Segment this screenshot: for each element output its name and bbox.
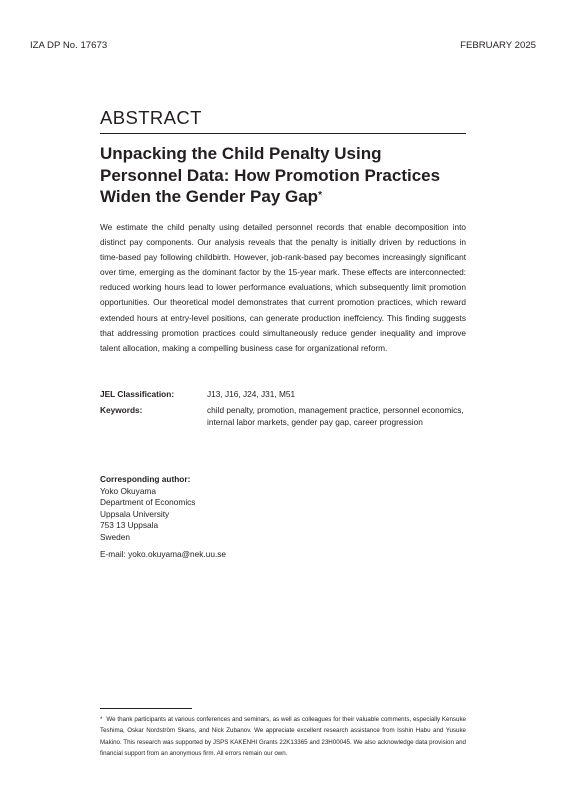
author-name: Yoko Okuyama [100,485,156,496]
jel-value: J13, J16, J24, J31, M51 [207,389,296,399]
author-country: Sweden [100,531,130,542]
series-number: IZA DP No. 17673 [30,40,108,51]
abstract-heading: ABSTRACT [100,107,202,128]
footnote-text: We thank participants at various conferences and seminars, as well as colleagues for their valuable comments, especially Kensuke Teshima, Oskar Nordström Skans, and Nick Zubanov. We appreciate excellent research assistance from Isshin Habu and Yusuke Makino. This research was supported by JSPS KAKENHI Grants 22K13365 and 23H00045. We also acknowledge data provision and financial support from an anonymous firm. All errors remain our own. [100,716,466,758]
author-university: Uppsala University [100,508,170,519]
footnote [100,714,466,760]
title-line-2: Personnel Data: How Promotion Practices [100,165,441,185]
page-header [30,40,536,54]
paper-title [100,143,480,208]
corresponding-author-label: Corresponding author: [100,474,191,484]
footnote-rule [100,708,192,709]
author-postal: 753 13 Uppsala [100,520,159,531]
heading-rule [100,133,466,134]
footnote-mark: * [100,716,103,723]
author-email[interactable]: E-mail: yoko.okuyama@nek.uu.se [100,548,227,559]
abstract-body: We estimate the child penalty using detailed personnel records that enable decomposition into distinct pay components. Our analysis reveals that the penalty is initially driven by reductions in time-based pay following childbirth. However, job-rank-based pay becomes increasingly significant over time, emerging as the dominant factor by the 15-year mark. These effects are interconnected: reduced working hours lead to lower performance evaluations, which subsequently limit promotion opportunities. Our theoretical model demonstrates that current promotion practices, which reward extended hours at entry-level positions, can generate production ineffciency. This finding suggests that addressing promotion practices could simultaneously reduce gender inequality and improve talent allocation, making a compelling business case for organizational reform. [100,222,466,353]
publication-date: FEBRUARY 2025 [460,40,536,51]
author-department: Department of Economics [100,497,196,508]
jel-label: JEL Classification: [100,389,175,399]
title-line-3-text: Widen the Gender Pay Gap [100,187,319,206]
title-line-1: Unpacking the Child Penalty Using [100,144,382,163]
title-footnote-mark: * [318,190,322,201]
keywords-label: Keywords: [100,405,143,415]
keywords-value: child penalty, promotion, management practice, personnel economics, internal labor markets, gender pay gap, career progression [207,405,464,427]
corresponding-author-block [100,474,226,560]
title-line-3 [100,186,480,208]
